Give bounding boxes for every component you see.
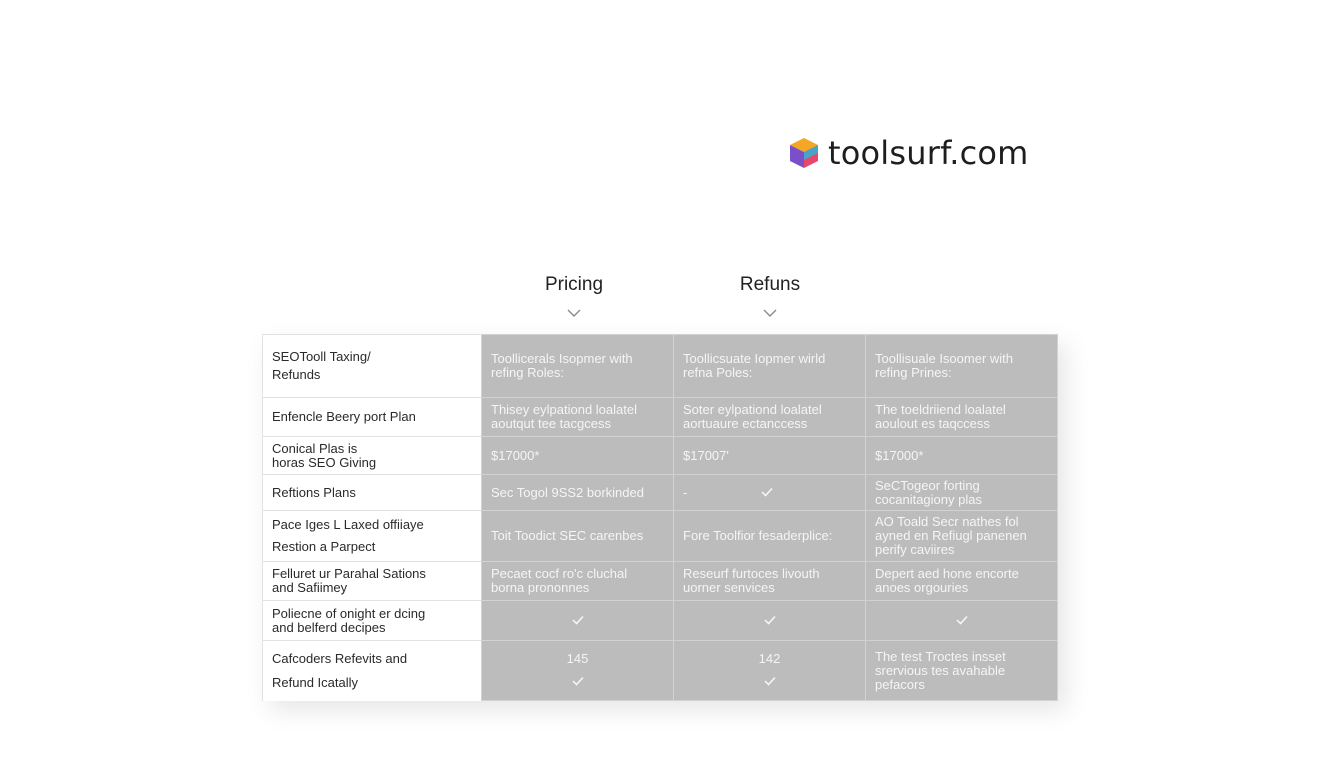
brand-logo[interactable] xyxy=(788,134,1029,172)
table-row xyxy=(263,562,1058,601)
dash-text: - xyxy=(683,484,688,500)
count-value: 145 xyxy=(566,651,589,666)
table-cell: AO Toald Secr nathes fol ayned en Refiugl panenen perify caviires xyxy=(866,511,1058,562)
brand-name: toolsurf.com xyxy=(828,134,1029,172)
table-cell: Pecaet cocf ro'c cluchal borna prononnes xyxy=(482,562,674,601)
price-cell: $17007' xyxy=(674,437,866,475)
table-row xyxy=(263,437,1058,475)
column-header-label: Refuns xyxy=(739,274,801,295)
checkmark-icon xyxy=(764,615,776,625)
table-cell: Depert aed hone encorte anoes orgouries xyxy=(866,562,1058,601)
column-header-refunds[interactable] xyxy=(674,274,866,318)
column-header-label: Pricing xyxy=(544,274,604,295)
table-cell: Fore Toolfior fesaderplice: xyxy=(674,511,866,562)
table-cell: Soter eylpationd loalatel aortuaure ectanccess xyxy=(674,398,866,437)
table-cell: Thisey eylpationd loalatel aoutqut tee tacgcess xyxy=(482,398,674,437)
price-cell: $17000* xyxy=(482,437,674,475)
table-cell: Toollisuale Isoomer with refing Prines: xyxy=(866,335,1058,398)
chevron-down-icon xyxy=(762,308,778,318)
table-cell: Toollicsuate Iopmer wirld refna Poles: xyxy=(674,335,866,398)
comparison-table xyxy=(262,334,1058,700)
table-cell xyxy=(482,641,674,701)
price-cell: $17000* xyxy=(866,437,1058,475)
table-row xyxy=(263,398,1058,437)
table-cell: Reseurf furtoces livouth uorner senvices xyxy=(674,562,866,601)
checkmark-icon xyxy=(572,615,584,625)
table-row xyxy=(263,601,1058,641)
table-cell: Toollicerals Isopmer with refing Roles: xyxy=(482,335,674,398)
chevron-down-icon xyxy=(566,308,582,318)
table-cell: The test Troctes insset srervious tes avahable pefacors xyxy=(866,641,1058,701)
checkmark-icon xyxy=(956,615,968,625)
column-header-pricing[interactable] xyxy=(478,274,670,318)
table-cell xyxy=(674,641,866,701)
table-cell: SeCTogeor forting cocanitagiony plas xyxy=(866,475,1058,511)
table-cell xyxy=(674,475,866,511)
cube-icon xyxy=(788,136,820,170)
checkmark-icon xyxy=(764,676,776,686)
count-value: 142 xyxy=(758,651,781,666)
checkmark-icon xyxy=(572,676,584,686)
table-row xyxy=(263,335,1058,398)
table-row xyxy=(263,475,1058,511)
table-cell: Toit Toodict SEC carenbes xyxy=(482,511,674,562)
row-label: Pace Iges L Laxed offiiaye Restion a Parpect xyxy=(263,511,482,562)
table-row xyxy=(263,511,1058,562)
row-label: Poliecne of onight er dcing and belferd decipes xyxy=(263,601,482,641)
table-cell xyxy=(674,601,866,641)
table-cell: Sec Togol 9SS2 borkinded xyxy=(482,475,674,511)
checkmark-icon xyxy=(761,487,773,497)
row-label: Enfencle Beery port Plan xyxy=(263,398,482,437)
table-cell xyxy=(482,601,674,641)
table-cell xyxy=(866,601,1058,641)
row-label: Felluret ur Parahal Sations and Safiimey xyxy=(263,562,482,601)
table-cell: The toeldriiend loalatel aoulout es taqccess xyxy=(866,398,1058,437)
row-label: SEOTooll Taxing/ Refunds xyxy=(263,335,482,398)
row-label: Reftions Plans xyxy=(263,475,482,511)
row-label: Cafcoders Refevits and Refund Icatally xyxy=(263,641,482,701)
row-label: Conical Plas is horas SEO Giving xyxy=(263,437,482,475)
table-row xyxy=(263,641,1058,701)
